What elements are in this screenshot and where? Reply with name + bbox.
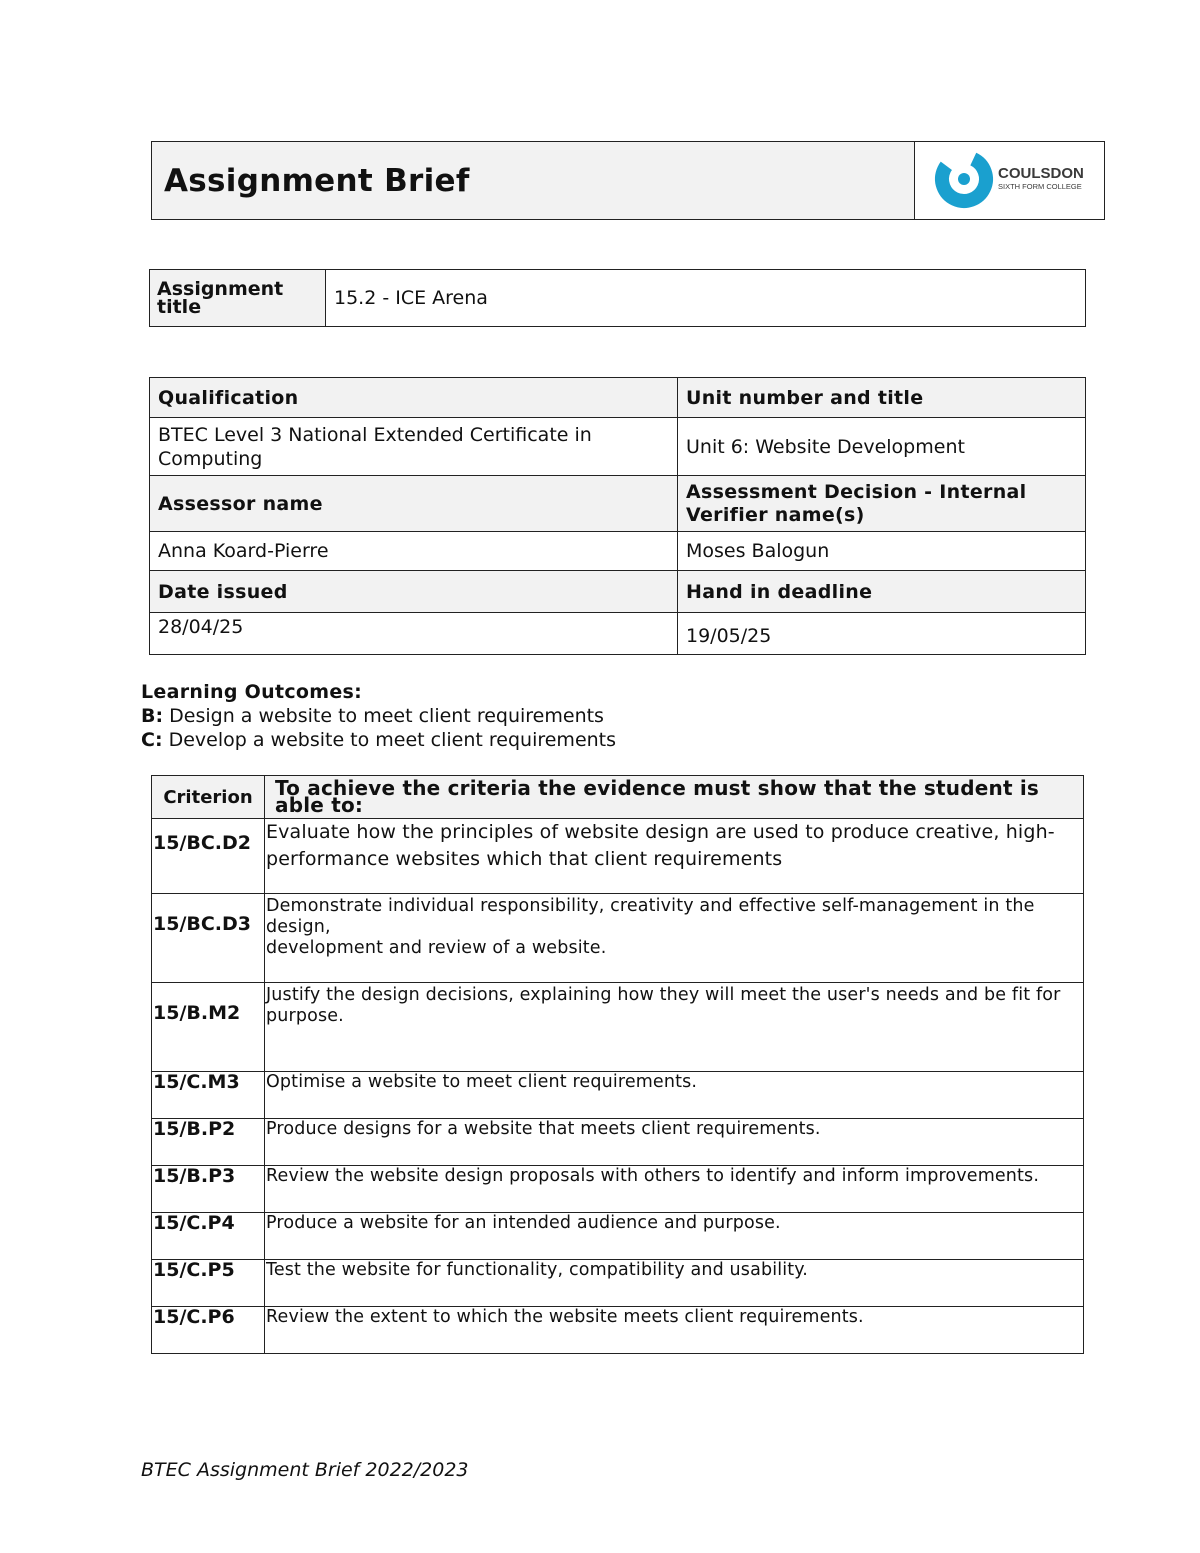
table-row [152, 983, 1084, 1072]
criterion-code: 15/C.P6 [152, 1307, 265, 1354]
table-row [152, 1260, 1084, 1307]
learning-outcomes-heading: Learning Outcomes: [141, 681, 363, 703]
learning-outcomes [141, 680, 616, 752]
assignment-title-label: Assignment title [150, 270, 326, 327]
college-logo [930, 146, 1090, 212]
svg-text:COULSDON: COULSDON [997, 164, 1084, 182]
qualification-value: BTEC Level 3 National Extended Certificate in Computing [150, 418, 678, 476]
learning-outcome-item [141, 728, 616, 752]
title-cell [152, 142, 915, 220]
svg-text:SIXTH FORM COLLEGE: SIXTH FORM COLLEGE [997, 181, 1082, 191]
criterion-description: Test the website for functionality, compatibility and usability. [265, 1260, 1084, 1307]
table-row [152, 819, 1084, 894]
criterion-description: Justify the design decisions, explaining how they will meet the user's needs and be fit for purpose. [265, 983, 1084, 1072]
criterion-description: Produce a website for an intended audience and purpose. [265, 1213, 1084, 1260]
outcome-key: C: [141, 729, 163, 751]
evidence-column-header: To achieve the criteria the evidence must show that the student is able to: [265, 776, 1084, 819]
criterion-code: 15/C.P5 [152, 1260, 265, 1307]
assessor-label: Assessor name [150, 476, 678, 532]
assignment-title-table [149, 269, 1086, 327]
date-issued-label: Date issued [150, 571, 678, 613]
page-title: Assignment Brief [164, 162, 470, 199]
outcome-text: Develop a website to meet client requirements [162, 729, 617, 751]
outcome-text: Design a website to meet client requirements [163, 705, 604, 727]
assignment-title-value: 15.2 - ICE Arena [326, 270, 1086, 327]
criterion-description: Produce designs for a website that meets client requirements. [265, 1119, 1084, 1166]
table-row [152, 1307, 1084, 1354]
table-row [152, 1213, 1084, 1260]
criterion-code: 15/C.P4 [152, 1213, 265, 1260]
criterion-code: 15/C.M3 [152, 1072, 265, 1119]
criterion-description: Evaluate how the principles of website design are used to produce creative, high-performance websites which that client requirements [265, 819, 1084, 894]
logo-cell [915, 142, 1105, 220]
criterion-description: Demonstrate individual responsibility, creativity and effective self-management in the design, development and review of a website. [265, 894, 1084, 983]
criterion-column-header: Criterion [152, 776, 265, 819]
header-table [151, 141, 1105, 220]
criterion-code: 15/BC.D3 [152, 894, 265, 983]
criterion-code: 15/B.M2 [152, 983, 265, 1072]
criteria-table [151, 775, 1084, 1354]
unit-value: Unit 6: Website Development [678, 418, 1086, 476]
verifier-label: Assessment Decision - Internal Verifier name(s) [678, 476, 1086, 532]
assessor-value: Anna Koard-Pierre [150, 532, 678, 571]
criterion-description: Review the extent to which the website meets client requirements. [265, 1307, 1084, 1354]
date-issued-value: 28/04/25 [150, 613, 678, 655]
qualification-label: Qualification [150, 378, 678, 418]
outcome-key: B: [141, 705, 164, 727]
criterion-description: Review the website design proposals with others to identify and inform improvements. [265, 1166, 1084, 1213]
table-row [152, 1072, 1084, 1119]
verifier-value: Moses Balogun [678, 532, 1086, 571]
criterion-code: 15/B.P3 [152, 1166, 265, 1213]
table-row [152, 1166, 1084, 1213]
unit-label: Unit number and title [678, 378, 1086, 418]
page-footer: BTEC Assignment Brief 2022/2023 [141, 1459, 469, 1481]
criterion-code: 15/BC.D2 [152, 819, 265, 894]
learning-outcome-item [141, 704, 616, 728]
table-row [152, 1119, 1084, 1166]
info-table [149, 377, 1086, 655]
criteria-header-row [152, 776, 1084, 819]
deadline-label: Hand in deadline [678, 571, 1086, 613]
criterion-code: 15/B.P2 [152, 1119, 265, 1166]
criterion-description: Optimise a website to meet client requirements. [265, 1072, 1084, 1119]
table-row [152, 894, 1084, 983]
deadline-value: 19/05/25 [678, 613, 1086, 655]
